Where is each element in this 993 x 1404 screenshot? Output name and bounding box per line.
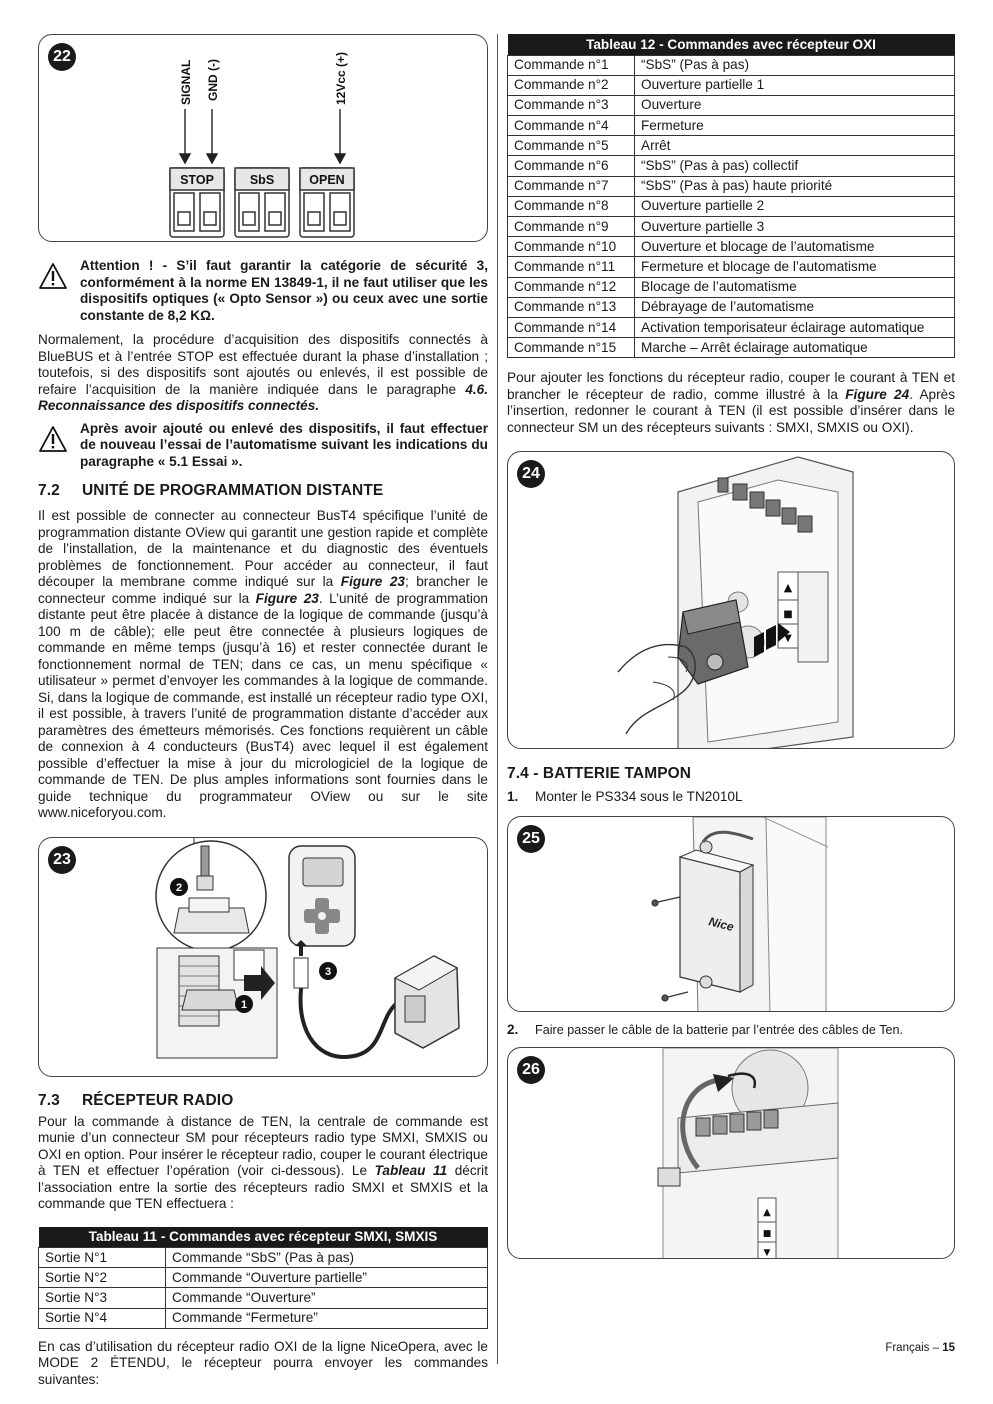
- table-row: [39, 1248, 488, 1268]
- step-2: [507, 1022, 955, 1039]
- table-cell: Débrayage de l’automatisme: [635, 297, 955, 317]
- page-footer: [885, 1342, 955, 1354]
- table-row: [39, 1268, 488, 1288]
- battery-cable-illustration: [508, 1048, 955, 1259]
- terminal-sbs: SbS: [249, 173, 275, 187]
- paragraph-text: Pour ajouter les fonctions du récepteur radio, couper le courant à TEN et brancher le récepteur de radio, comme illustré à la: [507, 370, 955, 402]
- table-cell: “SbS” (Pas à pas) haute priorité: [635, 176, 955, 196]
- terminal-open: OPEN: [309, 173, 345, 187]
- gnd-label: GND (-): [206, 59, 220, 101]
- paragraph-text: . L’unité de programmation distante peut être placée à distance de la logique de commande (jusqu’à 100 m de câble); elle peut être connectée à plusieurs logiques de commande en même temps (jusqu’à 16) et rester connectée durant le fonctionnement normal de TEN; dans ce cas, un menu spécifique « utilisateur » permet d’envoyer les commandes à la logique de commande. Si, dans la logique de commande, est installé un récepteur radio type OXI, il est possible, à travers l’unité de programmation distante d’accéder aux paramètres des émetteurs mémorisés. Ces fonctions requièrent un câble de connexion à 4 conducteurs (BusT4) avec lequel il est également possible d’effectuer la mise à jour du micrologiciel de la logique de commande de TEN. De plus amples informations sont fournies dans le guide technique du programmateur OView ou sur le site www.niceforyou.com.: [38, 590, 488, 820]
- table-cell: Commande n°11: [508, 257, 635, 277]
- svg-text:▼: ▼: [763, 1248, 771, 1259]
- table-cell: Ouverture partielle 2: [635, 196, 955, 216]
- step-number: 1.: [507, 789, 519, 805]
- table-cell: Commande n°14: [508, 317, 635, 337]
- step-1: [507, 789, 955, 806]
- table-row: [508, 55, 955, 75]
- table-cell: Sortie N°1: [39, 1248, 166, 1268]
- section-heading-7-4: 7.4 - BATTERIE TAMPON: [507, 765, 692, 783]
- table-cell: Ouverture partielle 3: [635, 217, 955, 237]
- table-cell: Commande n°6: [508, 156, 635, 176]
- table-cell: Fermeture et blocage de l’automatisme: [635, 257, 955, 277]
- figure-23: [38, 837, 488, 1077]
- table-row: [508, 196, 955, 216]
- table-cell: Sortie N°3: [39, 1288, 166, 1308]
- paragraph-text: . Après l’insertion, redonner le courant à TEN (il est possible d’insérer dans le connecteur SM un des récepteurs suivants : SMXI, SMXIS ou OXI).: [507, 386, 955, 435]
- right-column: [507, 34, 955, 1259]
- table-row: [508, 136, 955, 156]
- signal-labels: [179, 52, 348, 105]
- figure-reference: Figure 23: [255, 590, 319, 606]
- table-cell: Commande n°2: [508, 75, 635, 95]
- battery-mount-illustration: [508, 817, 955, 1012]
- table-title: Tableau 11 - Commandes avec récepteur SMXI, SMXIS: [39, 1227, 488, 1248]
- table-row: [508, 297, 955, 317]
- table-row: [508, 257, 955, 277]
- paragraph-text: Il est possible de connecter au connecteur BusT4 spécifique l’unité de programmation distante OView qui garantit une gestion rapide et complète de l’installation, de la maintenance et du diagnostic des éventuels problèmes de fonctionnement. Pour accéder au connecteur, il faut découper la membrane comme indiqué sur la: [38, 508, 488, 589]
- table-cell: Commande “Ouverture”: [166, 1288, 488, 1308]
- svg-text:▲: ▲: [763, 1207, 771, 1219]
- svg-text:▼: ▼: [784, 633, 792, 645]
- warning-icon: [38, 425, 68, 453]
- table-row: [508, 116, 955, 136]
- table-row: [508, 277, 955, 297]
- paragraph-text: Pour la commande à distance de TEN, la centrale de commande est munie d’un connecteur SM pour récepteurs radio type SMXI, SMXIS ou OXI en option. Pour insérer le récepteur radio, couper le courant électrique à TEN et effectuer l’opération (voir ci-dessous). Le: [38, 1113, 488, 1178]
- vcc-label: 12Vcc (+): [334, 51, 348, 105]
- table-row: [508, 75, 955, 95]
- section-title: UNITÉ DE PROGRAMMATION DISTANTE: [82, 482, 384, 499]
- paragraph-oxi-mode: En cas d’utilisation du récepteur radio OXI de la ligne NiceOpera, avec le MODE 2 ÉTENDU, le récepteur pourra envoyer les commandes suivantes:: [38, 1338, 488, 1387]
- paragraph-text: ; brancher le connecteur comme indiqué sur la: [38, 574, 489, 606]
- step-text: Monter le PS334 sous le TN2010L: [535, 789, 743, 805]
- section-number: 7.3: [38, 1091, 60, 1109]
- table-cell: Sortie N°4: [39, 1308, 166, 1328]
- table-row: [508, 317, 955, 337]
- signal-label: SIGNAL: [179, 59, 193, 105]
- section-reference: 4.6. Reconnaissance des dispositifs connectés.: [38, 381, 488, 413]
- terminal-stop: STOP: [180, 173, 214, 187]
- wiring-diagram: [39, 35, 488, 242]
- figure-25: [507, 816, 955, 1012]
- table-cell: Commande “SbS” (Pas à pas): [166, 1248, 488, 1268]
- table-cell: Arrêt: [635, 136, 955, 156]
- section-heading-7-3: [38, 1092, 488, 1110]
- wires: [180, 109, 345, 163]
- table-cell: Ouverture: [635, 95, 955, 115]
- paragraph-radio-receiver: [38, 1114, 488, 1213]
- table-title: Tableau 12 - Commandes avec récepteur OXI: [508, 34, 955, 55]
- figure-number: 22: [48, 43, 76, 71]
- oview-connection-illustration: [39, 838, 488, 1077]
- figure-reference: Figure 23: [340, 574, 405, 589]
- table-cell: Commande n°8: [508, 196, 635, 216]
- figure-number: 25: [517, 825, 545, 853]
- table-row: [508, 237, 955, 257]
- receiver-insertion-illustration: [508, 452, 955, 749]
- step-marker-1: 1: [240, 998, 248, 1011]
- warning-text: Après avoir ajouté ou enlevé des dispositifs, il faut effectuer de nouveau l’essai de l’automatisme suivant les indications du paragraphe « 5.1 Essai ».: [80, 420, 488, 469]
- table-row: [508, 338, 955, 358]
- warning-text: Attention ! - S’il faut garantir la catégorie de sécurité 3, conformément à la norme EN 13849-1, il ne faut utiliser que les dispositifs optiques (« Opto Sensor ») ou ceux avec une sortie constante de 8,2 KΩ.: [80, 258, 488, 323]
- warning-safety-category: [38, 258, 488, 324]
- table-cell: Commande n°4: [508, 116, 635, 136]
- figure-22: [38, 34, 488, 242]
- svg-text:■: ■: [783, 609, 793, 621]
- table-cell: Commande “Fermeture”: [166, 1308, 488, 1328]
- paragraph-text: Normalement, la procédure d’acquisition des dispositifs connectés à BlueBUS et à l’entrée STOP est effectuée durant la phase d’installation ; toutefois, si des dispositifs sont ajoutés ou enlevés, il est possible de refaire l’acquisition de la manière indiquée dans le paragraphe: [38, 332, 488, 397]
- step-text: Faire passer le câble de la batterie par l’entrée des câbles de Ten.: [535, 1022, 904, 1037]
- table-cell: Commande n°5: [508, 136, 635, 156]
- table-reference: Tableau 11: [374, 1163, 448, 1178]
- column-divider: [497, 34, 498, 1364]
- step-number: 2.: [507, 1021, 519, 1037]
- table-cell: Ouverture et blocage de l’automatisme: [635, 237, 955, 257]
- battery-brand: Nice: [707, 914, 736, 934]
- table-row: [508, 217, 955, 237]
- step-marker-3: 3: [324, 965, 332, 978]
- figure-number: 24: [517, 460, 545, 488]
- table-cell: Activation temporisateur éclairage automatique: [635, 317, 955, 337]
- figure-number: 23: [48, 846, 76, 874]
- table-cell: Ouverture partielle 1: [635, 75, 955, 95]
- table-cell: Commande “Ouverture partielle”: [166, 1268, 488, 1288]
- table-cell: “SbS” (Pas à pas) collectif: [635, 156, 955, 176]
- table-cell: Marche – Arrêt éclairage automatique: [635, 338, 955, 358]
- paragraph-add-receiver: [507, 370, 955, 436]
- table-cell: Fermeture: [635, 116, 955, 136]
- svg-text:▲: ▲: [783, 581, 793, 595]
- step-marker-2: 2: [175, 881, 183, 894]
- table-row: [39, 1308, 488, 1328]
- table-cell: Commande n°15: [508, 338, 635, 358]
- table-row: [508, 156, 955, 176]
- svg-text:■: ■: [762, 1229, 772, 1240]
- table-row: [508, 176, 955, 196]
- table-cell: Commande n°3: [508, 95, 635, 115]
- table-cell: Commande n°10: [508, 237, 635, 257]
- table-cell: Commande n°9: [508, 217, 635, 237]
- section-heading-7-2: [38, 482, 488, 500]
- table-11: [38, 1227, 488, 1329]
- left-column: [38, 34, 488, 1388]
- table-cell: Commande n°12: [508, 277, 635, 297]
- table-cell: Commande n°13: [508, 297, 635, 317]
- table-cell: Sortie N°2: [39, 1268, 166, 1288]
- table-row: [39, 1288, 488, 1308]
- table-row: [508, 95, 955, 115]
- paragraph-oview: [38, 508, 488, 822]
- paragraph-text: décrit l’association entre la sortie des récepteurs radio SMXI et SMXIS et la commande que TEN effectuera :: [38, 1163, 488, 1211]
- figure-number: 26: [517, 1056, 545, 1084]
- figure-24: [507, 451, 955, 749]
- table-cell: Commande n°7: [508, 176, 635, 196]
- section-number: 7.2: [38, 482, 60, 499]
- footer-language: Français –: [885, 1342, 943, 1354]
- page-number: 15: [942, 1342, 955, 1354]
- table-cell: Blocage de l’automatisme: [635, 277, 955, 297]
- figure-reference: Figure 24: [845, 386, 910, 402]
- section-title: RÉCEPTEUR RADIO: [82, 1091, 234, 1109]
- warning-icon: [38, 262, 68, 290]
- figure-26: [507, 1047, 955, 1259]
- paragraph-acquisition: [38, 332, 488, 415]
- table-12: [507, 34, 955, 358]
- table-cell: Commande n°1: [508, 55, 635, 75]
- table-cell: “SbS” (Pas à pas): [635, 55, 955, 75]
- warning-test: [38, 421, 488, 471]
